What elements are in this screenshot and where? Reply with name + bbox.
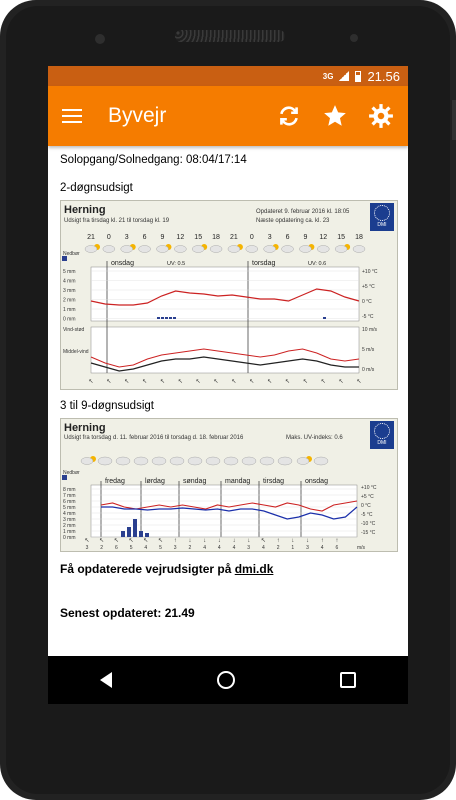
wind-speed: 4 <box>262 545 265 551</box>
precip-bar <box>161 317 164 319</box>
temp-tick: -5 °C <box>361 512 373 518</box>
sun-times: Solopgang/Solnedgang: 08:04/17:14 <box>60 154 247 166</box>
two-day-forecast-panel[interactable] <box>60 200 398 390</box>
day-label: mandag <box>225 478 251 485</box>
gust-label: Vind-stød <box>63 327 85 333</box>
front-camera <box>95 34 105 44</box>
cloud-icon <box>210 246 222 253</box>
wind-arrow: ↖ <box>128 538 134 544</box>
wind-arrow: ↓ <box>232 538 236 544</box>
cloud-icon <box>85 246 97 253</box>
two-day-subtitle: Udsigt fra tirsdag kl. 21 til torsdag kl. 19 <box>64 218 170 224</box>
precip-tick: 4 mm <box>63 511 76 517</box>
wind-arrow: ↖ <box>260 538 266 544</box>
wind-arrow: ↖ <box>84 538 90 544</box>
wind-arrow: ↖ <box>159 379 165 385</box>
battery-icon <box>355 71 361 82</box>
wind-speed: 5 <box>129 545 133 551</box>
precip-tick: 1 mm <box>63 307 76 313</box>
dmi-logo: DMI <box>370 203 394 231</box>
temp-tick: +5 °C <box>361 494 374 500</box>
wind-arrow: ↑ <box>276 538 280 544</box>
precip-temp-plot <box>91 267 359 321</box>
cloud-icon <box>116 457 130 465</box>
hour-label: 15 <box>194 234 203 241</box>
cloud-icon <box>156 246 168 253</box>
wind-speed: 3 <box>306 545 309 551</box>
wind-speed: 3 <box>247 545 251 551</box>
precip-bar <box>139 531 143 537</box>
hour-label: 21 <box>230 234 238 241</box>
favorite-button[interactable] <box>322 103 348 129</box>
wind-arrow: ↑ <box>335 538 339 544</box>
uv-label: UV: 0.5 <box>167 261 186 267</box>
cloud-icon <box>335 246 347 253</box>
wind-speed: 6 <box>115 545 118 551</box>
hour-label: 9 <box>160 234 165 241</box>
wind-arrow: ↖ <box>213 379 219 385</box>
hour-label: 3 <box>124 234 129 241</box>
network-type: 3G <box>322 71 334 81</box>
wind-arrow: ↖ <box>88 379 94 385</box>
precip-label: Nedbør <box>63 251 80 257</box>
wind-arrow: ↓ <box>247 538 251 544</box>
star-icon <box>322 103 348 129</box>
nine-day-title: 3 til 9-døgnsudsigt <box>60 400 154 412</box>
hour-label: 12 <box>319 234 328 241</box>
day-label: onsdag <box>305 478 328 485</box>
wind-arrow: ↖ <box>320 379 326 385</box>
status-time: 21.56 <box>367 68 400 84</box>
wind-arrow: ↓ <box>188 538 192 544</box>
precip-tick: 2 mm <box>63 297 76 304</box>
precip-tick: 1 mm <box>63 529 76 535</box>
day-label: onsdag <box>111 260 134 267</box>
settings-button[interactable] <box>368 103 394 129</box>
mean-wind-label: Middel-vind <box>63 349 89 355</box>
wind-speed: 4 <box>217 545 221 551</box>
two-day-next-update: Næste opdatering ca. kl. 23 <box>256 218 330 224</box>
precip-bar <box>127 527 131 537</box>
last-updated: Senest opdateret: 21.49 <box>60 606 195 620</box>
wind-arrow: ↓ <box>203 538 207 544</box>
earpiece-speaker <box>175 30 285 42</box>
precip-tick: 5 mm <box>63 505 76 511</box>
power-button <box>452 100 456 140</box>
wind-arrow: ↖ <box>143 538 149 544</box>
nine-day-max-uv: Maks. UV-indeks: 0.6 <box>286 435 343 441</box>
wind-speed: 2 <box>276 545 280 551</box>
wind-arrow: ↖ <box>338 379 344 385</box>
precip-tick: 3 mm <box>63 517 76 523</box>
cloud-icon <box>152 457 166 465</box>
wind-speed: 2 <box>100 545 104 551</box>
temp-tick: 0 °C <box>361 503 371 509</box>
cloud-icon <box>121 246 133 253</box>
wind-speed: 4 <box>232 545 236 551</box>
wind-speed: 1 <box>291 545 295 551</box>
cloud-icon <box>282 246 294 253</box>
cloud-icon <box>297 458 309 465</box>
cloud-icon <box>260 457 274 465</box>
wind-arrow: ↖ <box>285 379 291 385</box>
hour-label: 6 <box>142 234 147 241</box>
temp-tick: +5 °C <box>362 284 375 290</box>
precip-label: Nedbør <box>63 470 80 476</box>
app-bar <box>48 86 408 146</box>
wind-tick: 5 m/s <box>362 347 375 353</box>
cloud-icon <box>317 246 329 253</box>
hour-label: 12 <box>176 234 185 241</box>
temp-tick: +10 °C <box>361 485 377 491</box>
nine-day-subtitle: Udsigt fra torsdag d. 11. februar 2016 til torsdag d. 18. februar 2016 <box>64 435 244 441</box>
precip-tick: 5 mm <box>63 269 76 275</box>
cloud-icon <box>246 246 258 253</box>
wind-arrow: ↓ <box>306 538 309 544</box>
dmi-link-line <box>60 562 396 576</box>
wind-speed: 6 <box>335 545 339 551</box>
wind-plot <box>91 327 359 373</box>
wind-arrow: ↖ <box>302 379 308 385</box>
hour-label: 0 <box>249 234 254 241</box>
wind-arrow: ↓ <box>291 538 295 544</box>
screen <box>48 66 408 656</box>
hour-label: 9 <box>303 234 308 241</box>
precip-bar <box>323 317 326 319</box>
status-bar <box>48 66 408 86</box>
cloud-icon <box>134 457 148 465</box>
cloud-icon <box>314 457 328 465</box>
wind-arrow: ↖ <box>267 379 273 385</box>
wind-arrow: ↓ <box>217 538 221 544</box>
two-day-updated: Opdateret 9. februar 2016 kl. 18:05 <box>256 209 350 215</box>
cloud-icon <box>206 457 220 465</box>
precip-tick: 4 mm <box>63 278 76 285</box>
day-label: tirsdag <box>263 478 285 485</box>
precip-tick: 2 mm <box>63 523 76 529</box>
temp-tick: -10 °C <box>361 521 376 527</box>
cloud-icon <box>278 457 292 465</box>
hour-label: 18 <box>355 234 363 241</box>
precip-tick: 6 mm <box>63 499 76 505</box>
wind-arrow: ↖ <box>177 379 183 385</box>
cloud-icon <box>264 246 276 253</box>
two-day-city: Herning <box>64 204 106 216</box>
temp-tick: -5 °C <box>362 314 374 320</box>
cloud-icon <box>224 457 238 465</box>
nine-day-forecast-panel[interactable] <box>60 418 398 552</box>
navigation-bar <box>48 656 408 704</box>
temp-tick: 0 °C <box>362 299 372 305</box>
hour-label: 6 <box>285 234 290 241</box>
wind-speed: 5 <box>159 545 162 551</box>
nine-day-city: Herning <box>64 422 106 434</box>
precip-tick: 0 mm <box>63 316 76 323</box>
wind-speed: 4 <box>203 545 206 551</box>
cloud-icon <box>353 246 365 253</box>
wind-arrow: ↖ <box>195 379 201 385</box>
precip-bar <box>133 519 137 537</box>
cloud-icon <box>192 246 204 253</box>
wind-arrow: ↖ <box>99 538 105 544</box>
wind-unit: m/s <box>357 545 366 551</box>
wind-arrow: ↖ <box>142 379 148 385</box>
hour-label: 21 <box>87 234 95 241</box>
two-day-chart <box>61 201 397 389</box>
temp-tick: +10 °C <box>362 269 378 275</box>
wind-arrow: ↖ <box>249 379 255 385</box>
precip-bar <box>145 533 149 537</box>
hour-label: 0 <box>106 234 111 241</box>
hour-label: 3 <box>267 234 272 241</box>
wind-arrow: ↖ <box>124 379 130 385</box>
hour-label: 18 <box>212 234 220 241</box>
day-label: søndag <box>183 478 207 485</box>
home-icon[interactable] <box>217 671 235 689</box>
precip-tick: 0 mm <box>63 535 76 541</box>
wind-arrow: ↑ <box>173 538 177 544</box>
signal-icon <box>339 71 349 81</box>
wind-speed: 2 <box>188 545 192 551</box>
cloud-icon <box>174 246 186 253</box>
wind-arrow: ↖ <box>231 379 237 385</box>
cloud-icon <box>228 246 240 253</box>
refresh-icon <box>276 103 302 129</box>
day-label: fredag <box>105 478 125 485</box>
precip-tick: 8 mm <box>63 487 76 493</box>
cloud-icon <box>103 246 115 253</box>
nine-day-chart <box>61 419 397 551</box>
precip-tick: 7 mm <box>63 493 76 499</box>
two-day-title: 2-døgnsudsigt <box>60 182 133 194</box>
gear-icon <box>368 103 394 129</box>
wind-arrow: ↖ <box>113 538 119 544</box>
wind-speed: 3 <box>173 545 177 551</box>
cloud-icon <box>81 458 93 465</box>
wind-arrow: ↑ <box>320 538 324 544</box>
precip-bar <box>165 317 168 319</box>
proximity-sensor <box>350 34 358 42</box>
cloud-icon <box>170 457 184 465</box>
uv-label: UV: 0.6 <box>308 261 327 267</box>
back-icon[interactable] <box>100 672 112 688</box>
wind-speed: 3 <box>85 545 89 551</box>
cloud-icon <box>242 457 256 465</box>
content <box>48 146 408 628</box>
dmi-link-prefix: Få opdaterede vejrudsigter på <box>60 562 235 576</box>
cloud-icon <box>98 457 112 465</box>
menu-icon[interactable] <box>62 109 82 123</box>
hour-label: 15 <box>337 234 346 241</box>
app-title: Byvejr <box>108 104 167 127</box>
precip-bar <box>169 317 172 319</box>
wind-arrow: ↖ <box>106 379 112 385</box>
precip-bar <box>173 317 176 319</box>
temp-tick: -15 °C <box>361 530 376 536</box>
precip-bar <box>121 531 125 537</box>
wind-tick: 10 m/s <box>362 327 378 333</box>
cloud-icon <box>188 457 202 465</box>
day-label: torsdag <box>252 260 276 267</box>
wind-speed: 4 <box>144 545 148 551</box>
recent-apps-icon[interactable] <box>340 672 356 688</box>
wind-speed: 4 <box>320 545 324 551</box>
dmi-link[interactable]: dmi.dk <box>234 562 274 576</box>
day-label: lørdag <box>145 478 165 485</box>
precip-bar <box>157 317 160 319</box>
precip-tick: 3 mm <box>63 288 76 294</box>
wind-tick: 0 m/s <box>362 367 375 373</box>
refresh-button[interactable] <box>276 103 302 129</box>
cloud-icon <box>299 246 311 253</box>
cloud-icon <box>139 246 151 253</box>
wind-arrow: ↖ <box>356 379 362 385</box>
wind-arrow: ↖ <box>157 538 164 544</box>
dmi-logo: DMI <box>370 421 394 449</box>
